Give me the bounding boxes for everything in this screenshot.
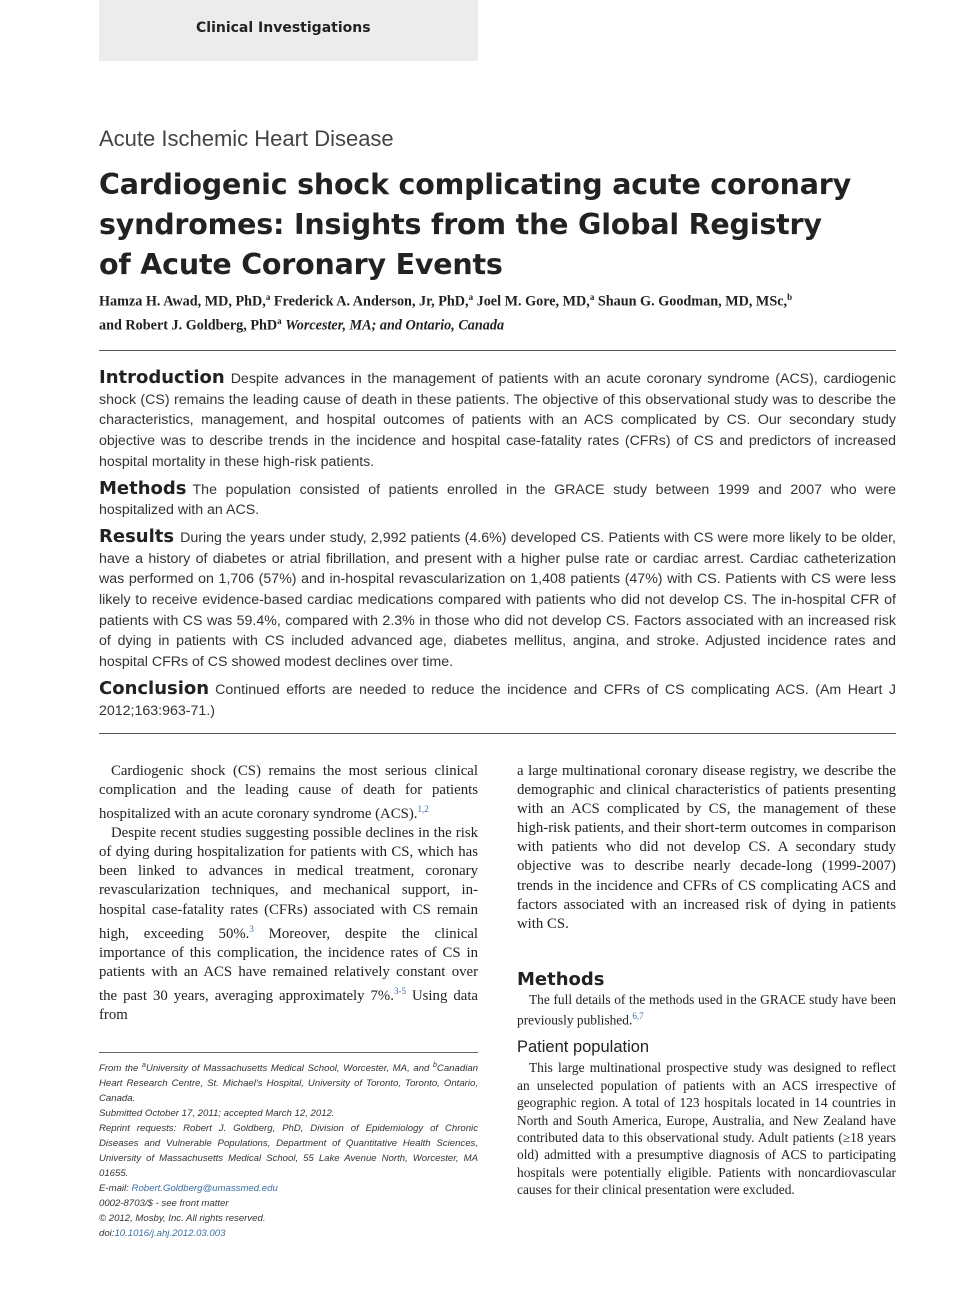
author-name: Shaun G. Goodman, MD, MSc, bbox=[597, 293, 788, 310]
footnote-affiliations: From the $^a$University of Massachusetts Medical School, Worcester, MA, and $^b$Canadian Heart Research Centre, St. Michael's Hospital, University of Toronto, Toronto, Ontario, Canada. bbox=[99, 1062, 478, 1105]
methods-section bbox=[517, 991, 896, 1199]
abstract-conclusion bbox=[99, 679, 896, 721]
footnote-submitted: Submitted October 17, 2011; accepted March 12, 2012. bbox=[99, 1108, 335, 1120]
doi-link[interactable]: 10.1016/j.ahj.2012.03.003 bbox=[114, 1228, 226, 1240]
reference-link[interactable]: 3-5 bbox=[393, 985, 406, 996]
author-affiliation-mark: a bbox=[277, 315, 282, 326]
article-category: Acute Ischemic Heart Disease bbox=[99, 126, 394, 151]
footnote-reprint: Reprint requests: Robert J. Goldberg, PhD, Division of Epidemiology of Chronic Diseases and Vulnerable Populations, Department of Quantitative Health Sciences, University of Massachusetts Medical School, 55 Lake Avenue North, Worcester, MA 01655. bbox=[99, 1123, 478, 1180]
body-paragraph: Cardiogenic shock (CS) remains the most serious clinical complication and the leading cause of death for patients hospitalized with an acute coronary syndrome (ACS).$^{1,2}$ bbox=[99, 763, 478, 823]
reference-link[interactable]: 6,7 bbox=[632, 1011, 644, 1022]
author-name: Hamza H. Awad, MD, PhD, bbox=[99, 293, 266, 310]
author-name: Joel M. Gore, MD, bbox=[476, 293, 590, 310]
abstract-introduction-text: Despite advances in the management of patients with an acute coronary syndrome (ACS), cardiogenic shock (CS) remains the leading cause of death in these patients. The objective of this observational study was to describe the characteristics, management, and hospital outcomes of patients with an ACS complicated by CS. Our secondary study objective was to describe trends in the incidence and hospital case-fatality rates (CFRs) of CS and predictors of increased hospital mortality in these high-risk patients. bbox=[99, 371, 896, 470]
footnotes bbox=[99, 1058, 478, 1241]
author-name: and Robert J. Goldberg, PhD bbox=[99, 317, 278, 334]
patient-population-heading: Patient population bbox=[517, 1038, 650, 1057]
footnote-issn: 0002-8703/$ - see front matter bbox=[99, 1198, 229, 1210]
abstract-methods-text: The population consisted of patients enrolled in the GRACE study between 1999 and 2007 who were hospitalized with an ACS. bbox=[99, 481, 896, 519]
abstract-results-text: During the years under study, 2,992 patients (4.6%) developed CS. Patients with CS were more likely to be older, have a history of diabetes or atrial fibrillation, and present with a higher pulse rate or cardiac arrest. Cardiac catheterization was performed on 1,706 (57%) and in-hospital revascularization on 1,408 patients (47%) with CS. Patients with CS were less likely to receive evidence-based cardiac medications compared with patients who did not develop CS. The in-hospital CFR of patients with CS was 59.4%, compared with 2.3% in those who did not develop CS. Factors associated with an increased risk of dying in patients with CS included advanced age, diabetes mellitus, angina, and stroke. Adjusted incidence rates and hospital CFRs of CS showed modest declines over time. bbox=[99, 529, 896, 671]
author-affiliation-mark: b bbox=[787, 292, 793, 302]
author-affiliation-mark: a bbox=[468, 292, 474, 302]
reference-link[interactable]: 3 bbox=[249, 923, 254, 934]
body-column-left bbox=[99, 762, 478, 1025]
body-paragraph: a large multinational coronary disease registry, we describe the demographic and clinical characteristics of patients presenting with an ACS complicated by CS, the management of these high-risk patients, and their short-term outcomes in comparison with patients who did not develop CS. A secondary study objective was to describe nearly decade-long (1999-2007) trends in the incidence and CFRs of CS complicating ACS and factors associated with an increased risk of dying in patients with CS. bbox=[517, 763, 896, 932]
footnote-doi: doi:10.1016/j.ahj.2012.03.003 bbox=[99, 1228, 226, 1240]
body-paragraph: The full details of the methods used in the GRACE study have been previously published.$^{6,7}$ bbox=[517, 991, 896, 1028]
author-affiliation-mark: a bbox=[265, 292, 271, 302]
email-link[interactable]: Robert.Goldberg@umassmed.edu bbox=[131, 1183, 278, 1195]
abstract-conclusion-text: Continued efforts are needed to reduce the incidence and CFRs of CS complicating ACS. (Am Heart J 2012;163:963-71.) bbox=[99, 681, 896, 719]
abstract-introduction bbox=[99, 368, 896, 473]
author-location: Worcester, MA; and Ontario, Canada bbox=[285, 317, 505, 334]
footnote-copyright: © 2012, Mosby, Inc. All rights reserved. bbox=[99, 1213, 266, 1225]
reference-link[interactable]: 1,2 bbox=[417, 804, 429, 815]
author-affiliation-mark: a bbox=[589, 292, 595, 302]
author-list bbox=[99, 288, 899, 335]
abstract-methods-heading: Methods bbox=[99, 477, 187, 499]
footnote-rule bbox=[99, 1052, 478, 1053]
section-tab bbox=[99, 0, 478, 61]
abstract-results bbox=[99, 527, 896, 673]
abstract-results-heading: Results bbox=[99, 525, 175, 547]
section-label: Clinical Investigations bbox=[196, 20, 371, 36]
footnote-email: E-mail: Robert.Goldberg@umassmed.edu bbox=[99, 1183, 278, 1195]
abstract-methods bbox=[99, 479, 896, 521]
body-paragraph: Despite recent studies suggesting possible declines in the risk of dying during hospitalization for patients with CS, which has been linked to advances in medical treatment, coronary revascularization techniques, and mechanical support, in-hospital case-fatality rates (CFRs) associated with CS remain high, exceeding 50%.$^3$ Moreover, despite the clinical importance of this complication, the incidence rates of CS in patients with an ACS have remained relatively constant over the past 30 years, averaging approximately 7%.$^{3-5}$ Using data from bbox=[99, 825, 479, 1023]
abstract-top-rule bbox=[99, 350, 896, 351]
body-paragraph: This large multinational prospective study was designed to reflect an unselected population of patients with an ACS irrespective of geographic region. A total of 123 hospitals located in 14 countries in North and South America, Europe, Australia, and New Zealand have contributed data to this observational study. Adult patients (≥18 years old) admitted with a presumptive diagnosis of ACS to participating hospitals were potentially eligible. Patients with noncardiovascular causes for their clinical presentation were excluded. bbox=[517, 1060, 896, 1198]
abstract-introduction-heading: Introduction bbox=[99, 367, 225, 388]
article-title: Cardiogenic shock complicating acute coronary syndromes: Insights from the Global Registry of Acute Coronary Events bbox=[99, 168, 851, 281]
abstract-conclusion-heading: Conclusion bbox=[99, 677, 210, 699]
author-name: Frederick A. Anderson, Jr, PhD, bbox=[273, 293, 469, 310]
body-column-right bbox=[517, 762, 896, 1199]
abstract bbox=[99, 368, 896, 727]
abstract-bottom-rule bbox=[99, 733, 896, 734]
methods-heading: Methods bbox=[517, 968, 605, 990]
